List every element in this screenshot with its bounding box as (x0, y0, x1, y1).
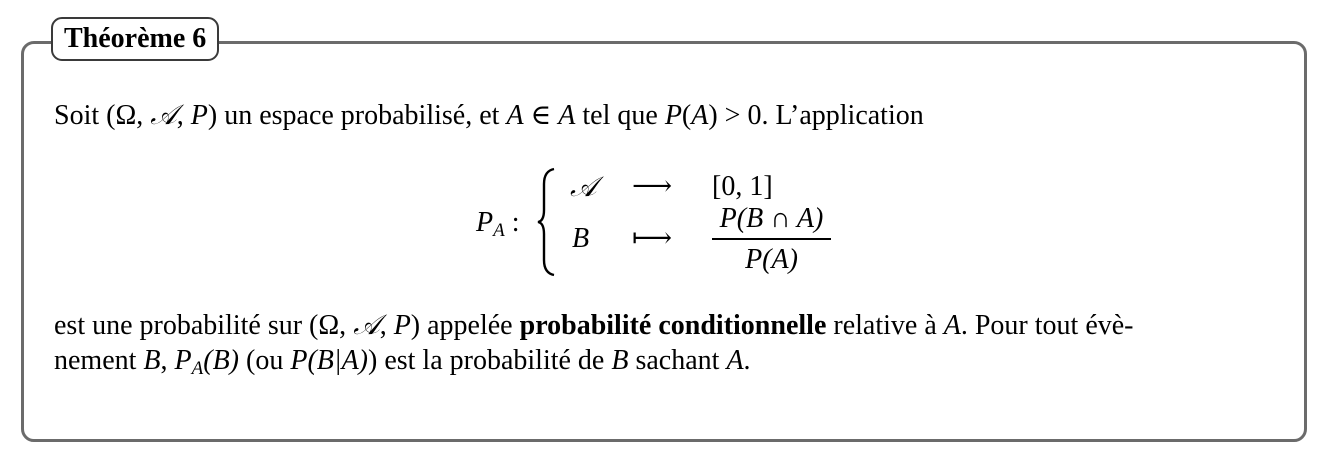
row2-variable: B (572, 223, 590, 254)
left-brace (536, 166, 558, 278)
conclusion-line-1: est une probabilité sur (Ω, 𝒜, P) appelée probabilité conditionnelle relative à A. Pour tout évè- (54, 308, 1134, 341)
row1-arrow: ⟶ (632, 171, 673, 202)
fraction-denominator: P(A) (745, 244, 798, 275)
fraction-bar (712, 238, 831, 240)
conclusion-line-2: nement B, $P_A(B)$ (ou P(B|A)) est la probabilité de B sachant A. (54, 345, 751, 379)
theorem-title: Théorème 6 (51, 17, 219, 61)
definition-lhs: $P_A$ : (476, 207, 520, 241)
bold-term: probabilité conditionnelle (519, 310, 827, 341)
fraction-numerator: P(B ∩ A) (719, 203, 824, 234)
row2-mapsto-arrow: ⟼ (632, 223, 673, 254)
codomain: [0, 1] (712, 171, 773, 202)
sigma-algebra-domain: 𝒜 (570, 170, 597, 203)
theorem-intro: Soit (Ω, 𝒜, P) un espace probabilisé, et A ∈ A tel que P(A) > 0. L’application (54, 98, 924, 131)
